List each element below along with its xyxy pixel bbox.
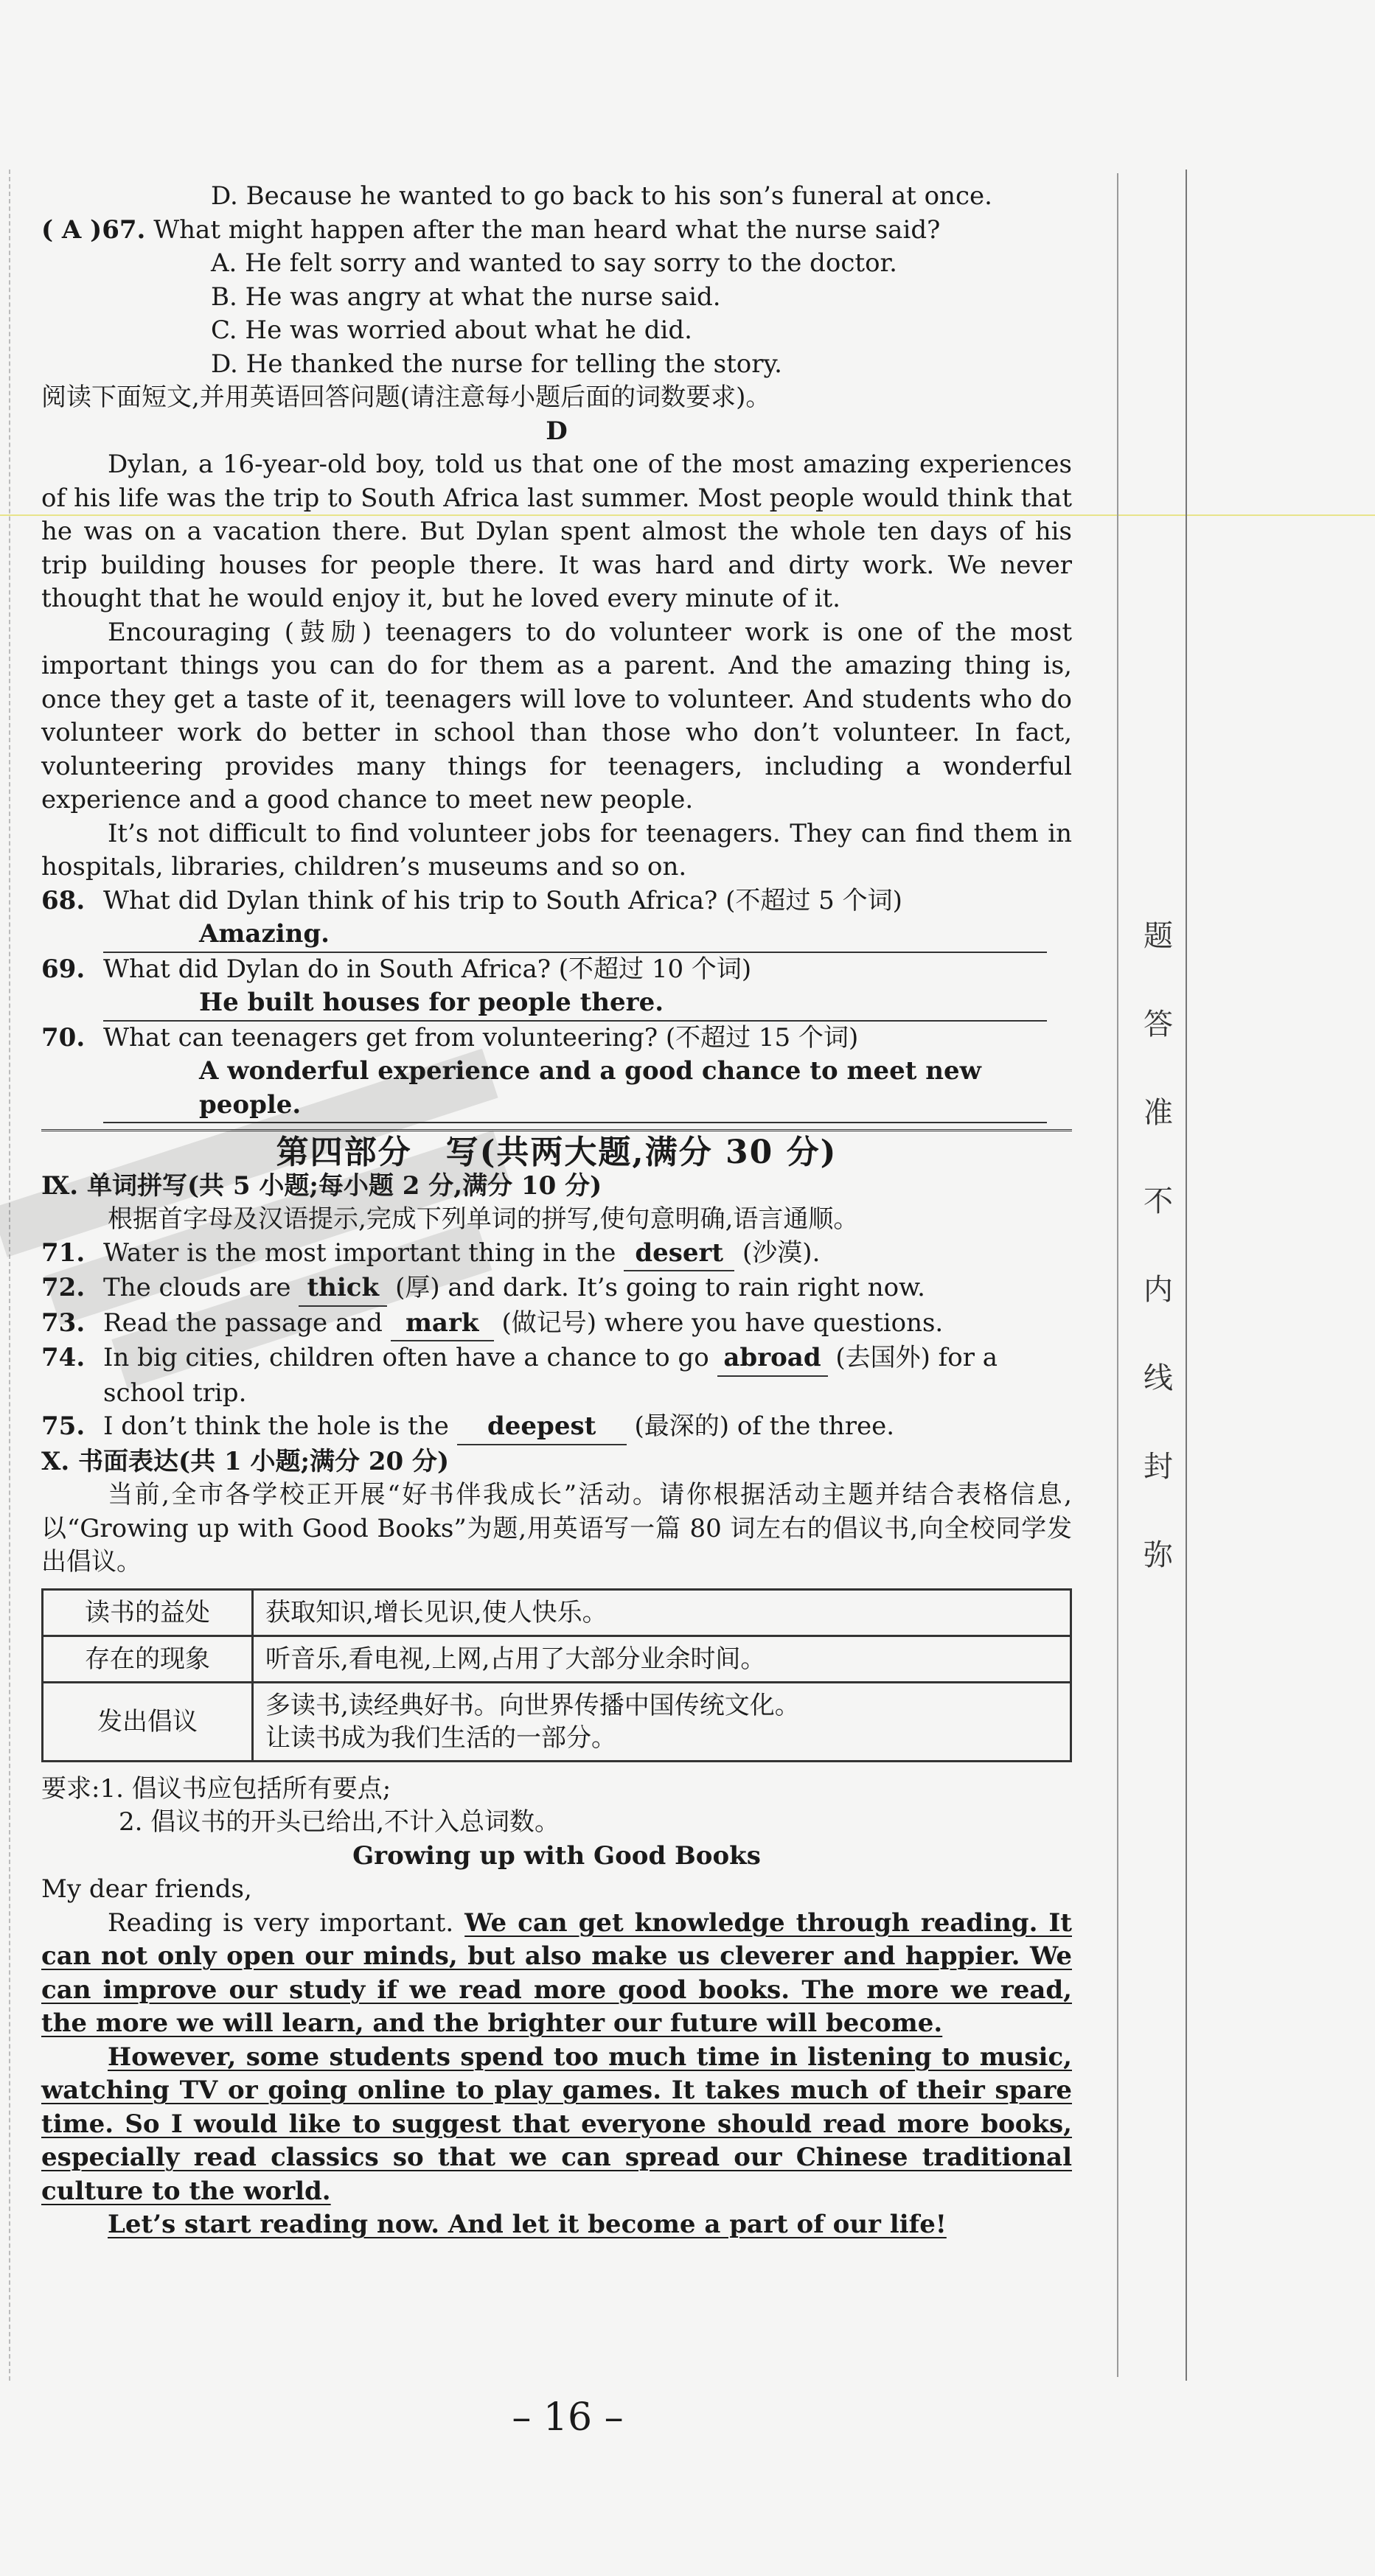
essay-body-2: However, some students spend too much time in listening to music, watching TV or going online to play games. It takes much of their spare time. So I would like to suggest that everyone should read more books, especially read classics so that we can spread our Chinese traditional culture to the world. [41, 2042, 1072, 2206]
blank-75: deepest [457, 1410, 627, 1445]
question-text: What can teenagers get from volunteering? (不超过 15 个词) [103, 1022, 859, 1053]
section-9-instruction: 根据首字母及汉语提示,完成下列单词的拼写,使句意明确,语言通顺。 [108, 1204, 859, 1234]
question-number: 69. [41, 954, 86, 984]
answer-68: Amazing. [103, 918, 1047, 953]
passage-paragraph-2: Encouraging (鼓励) teenagers to do volunteer work is one of the most important things you can do for them as a parent. And the amazing thing is, once they get a taste of it, teenagers will love to volunteer. And students who do volunteer work do better in school than those who don’t volunteer. In fact, volunteering provides many things for teenagers, including a wonderful experience and a good chance to meet new people. [41, 617, 1072, 814]
essay-title: Growing up with Good Books [352, 1840, 761, 1871]
binding-line-outer [1186, 170, 1187, 2381]
reading-instruction: 阅读下面短文,并用英语回答问题(请注意每小题后面的词数要求)。 [41, 383, 771, 412]
part-four-title: 第四部分 写(共两大题,满分 30 分) [41, 1129, 1072, 1170]
answer-69: He built houses for people there. [103, 986, 1047, 1022]
spelling-item-72: 72. The clouds are thick (厚) and dark. It’s going to rain right now. [41, 1271, 1072, 1307]
q67-option-a: A. He felt sorry and wanted to say sorry to the doctor. [211, 248, 897, 278]
essay-paragraph-2 [41, 2041, 1072, 2209]
table-row [43, 1682, 1071, 1761]
question-68 [41, 884, 1072, 953]
q67-question: What might happen after the man heard what the nurse said? [153, 214, 941, 245]
question-text: What did Dylan think of his trip to South Africa? (不超过 5 个词) [103, 885, 902, 915]
q66-option-d: D. Because he wanted to go back to his son’s funeral at once. [211, 181, 992, 211]
table-key: 存在的现象 [43, 1636, 253, 1682]
table-key: 读书的益处 [43, 1589, 253, 1636]
table-key: 发出倡议 [43, 1682, 253, 1761]
main-content [41, 180, 1072, 2242]
answer-70: A wonderful experience and a good chance to meet new people. [103, 1055, 1047, 1123]
section-10-instruction: 当前,全市各学校正开展“好书伴我成长”活动。请你根据活动主题并结合表格信息,以“Growing up with Good Books”为题,用英语写一篇 80 词左右的倡议书,向全校同学发出倡议。 [41, 1480, 1072, 1577]
requirement-2: 2. 倡议书的开头已给出,不计入总词数。 [119, 1807, 560, 1837]
essay-given-start: Reading is very important. [108, 1907, 454, 1938]
blank-73: mark [391, 1307, 494, 1342]
question-69 [41, 953, 1072, 1022]
q67-option-d: D. He thanked the nurse for telling the story. [211, 349, 782, 379]
table-row [43, 1589, 1071, 1636]
question-text: What did Dylan do in South Africa? (不超过 10 个词) [103, 954, 752, 984]
table-value: 听音乐,看电视,上网,占用了大部分业余时间。 [253, 1636, 1071, 1682]
blank-74: abroad [717, 1341, 828, 1377]
table-row [43, 1636, 1071, 1682]
q67-option-b: B. He was angry at what the nurse said. [211, 282, 721, 312]
spelling-item-73: 73. Read the passage and mark (做记号) where you have questions. [41, 1307, 1072, 1342]
blank-71: desert [624, 1237, 734, 1272]
essay-paragraph-3 [41, 2208, 1072, 2242]
essay-paragraph-1 [41, 1907, 1072, 2041]
essay-body-3: Let’s start reading now. And let it become a part of our life! [108, 2210, 947, 2239]
blank-72: thick [299, 1271, 387, 1307]
essay-body-1: We can get knowledge through reading. It can not only open our minds, but also make us cleverer and happier. We can improve our study if we read more good books. The more we read, the more we will learn, and the brighter our future will become. [41, 1907, 1072, 2038]
seal-line-notice: 题 答 准 不 内 线 封 弥 [1143, 919, 1173, 1572]
table-value: 多读书,读经典好书。向世界传播中国传统文化。 让读书成为我们生活的一部分。 [253, 1682, 1071, 1761]
question-number: 70. [41, 1022, 86, 1053]
spelling-item-75: 75. I don’t think the hole is the deepest (最深的) of the three. [41, 1410, 1072, 1445]
passage-letter: D [546, 416, 568, 446]
page-number: – 16 – [512, 2395, 624, 2440]
requirement-1: 要求:1. 倡议书应包括所有要点; [41, 1773, 391, 1804]
section-10-title: Ⅹ. 书面表达(共 1 小题;满分 20 分) [41, 1446, 450, 1476]
writing-points-table [41, 1588, 1072, 1762]
passage-paragraph-1: Dylan, a 16-year-old boy, told us that one of the most amazing experiences of his life was the trip to South Africa last summer. Most people would think that he was on a vacation there. But Dylan spent almost the whole ten days of his trip building houses for people there. It was hard and dirty work. We never thought that he would enjoy it, but he loved every minute of it. [41, 450, 1072, 613]
spelling-item-71: 71. Water is the most important thing in the desert (沙漠). [41, 1237, 1072, 1272]
q67-answer-bracket: ( A )67. [41, 214, 146, 245]
q67-stem [41, 214, 1072, 248]
essay-greeting: My dear friends, [41, 1874, 252, 1904]
section-9-title: Ⅸ. 单词拼写(共 5 小题;每小题 2 分,满分 10 分) [41, 1170, 602, 1201]
binding-line-inner [1117, 173, 1118, 2377]
question-70 [41, 1022, 1072, 1124]
question-number: 68. [41, 885, 86, 915]
q67-option-c: C. He was worried about what he did. [211, 315, 692, 345]
table-value: 获取知识,增长见识,使人快乐。 [253, 1589, 1071, 1636]
passage-paragraph-3: It’s not difficult to find volunteer jobs for teenagers. They can find them in hospitals, libraries, children’s museums and so on. [41, 818, 1072, 882]
spelling-item-74: 74. In big cities, children often have a chance to go abroad (去国外) for a school trip. [41, 1343, 998, 1408]
